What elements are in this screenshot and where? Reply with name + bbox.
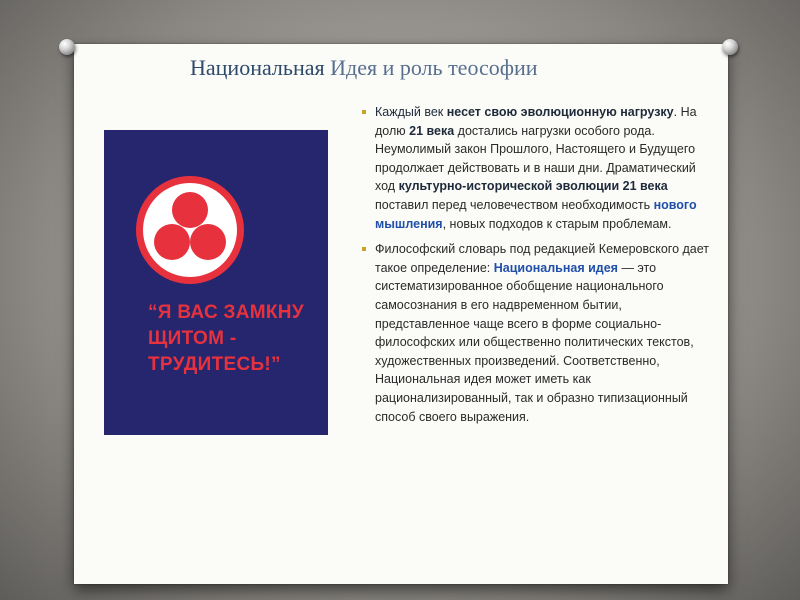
pushpin-icon (56, 36, 80, 60)
bullet-item-1 (358, 103, 710, 233)
b1-text-6: культурно-исторической эволюции 21 века (398, 179, 668, 194)
bullet-square-icon (362, 110, 366, 114)
b1-text-4: 21 века (409, 123, 455, 138)
title-part-2: Идея и роль теософии (324, 55, 538, 80)
b2-text-1: Философский словарь под редакцией Кемеровского дает такое определение: (375, 242, 709, 275)
pushpin-icon (719, 36, 743, 60)
b2-text-3: — это систематизированное обобщение национального самосознания в его надвременном бытии, представленное чаще всего в форме социально-философских или общественно политических текстов, художественных произведений. Соответственно, Национальная идея может иметь как рационализированный, так и образно типизационный способ своего выражения. (375, 260, 694, 424)
b1-text-9: , новых подходов к старым проблемам. (442, 216, 672, 231)
title-part-1: Национальная (190, 55, 325, 80)
bullet-square-icon (362, 247, 366, 251)
b1-text-1: Каждый век (375, 105, 447, 119)
poster-image (104, 130, 328, 435)
b1-text-2: несет свою эволюционную нагрузку (446, 105, 674, 119)
b1-text-8: нового мышления (375, 197, 697, 231)
slide-title (190, 55, 610, 81)
b1-text-7: поставил перед человечеством необходимость (375, 197, 654, 212)
b2-text-2: Национальная идея (493, 260, 618, 275)
slide-body (358, 103, 710, 433)
bullet-item-2 (358, 240, 710, 426)
b1-text-3: . На долю (375, 105, 697, 138)
b1-text-5: достались нагрузки особого рода. Неумолимый закон Прошлого, Настоящего и Будущего продолжает действовать и в наши дни. Драматический ход (375, 123, 696, 194)
poster-slogan: “Я ВАС ЗАМКНУ ЩИТОМ - ТРУДИТЕСЬ!” (148, 302, 304, 375)
three-circles-icon (104, 130, 328, 435)
